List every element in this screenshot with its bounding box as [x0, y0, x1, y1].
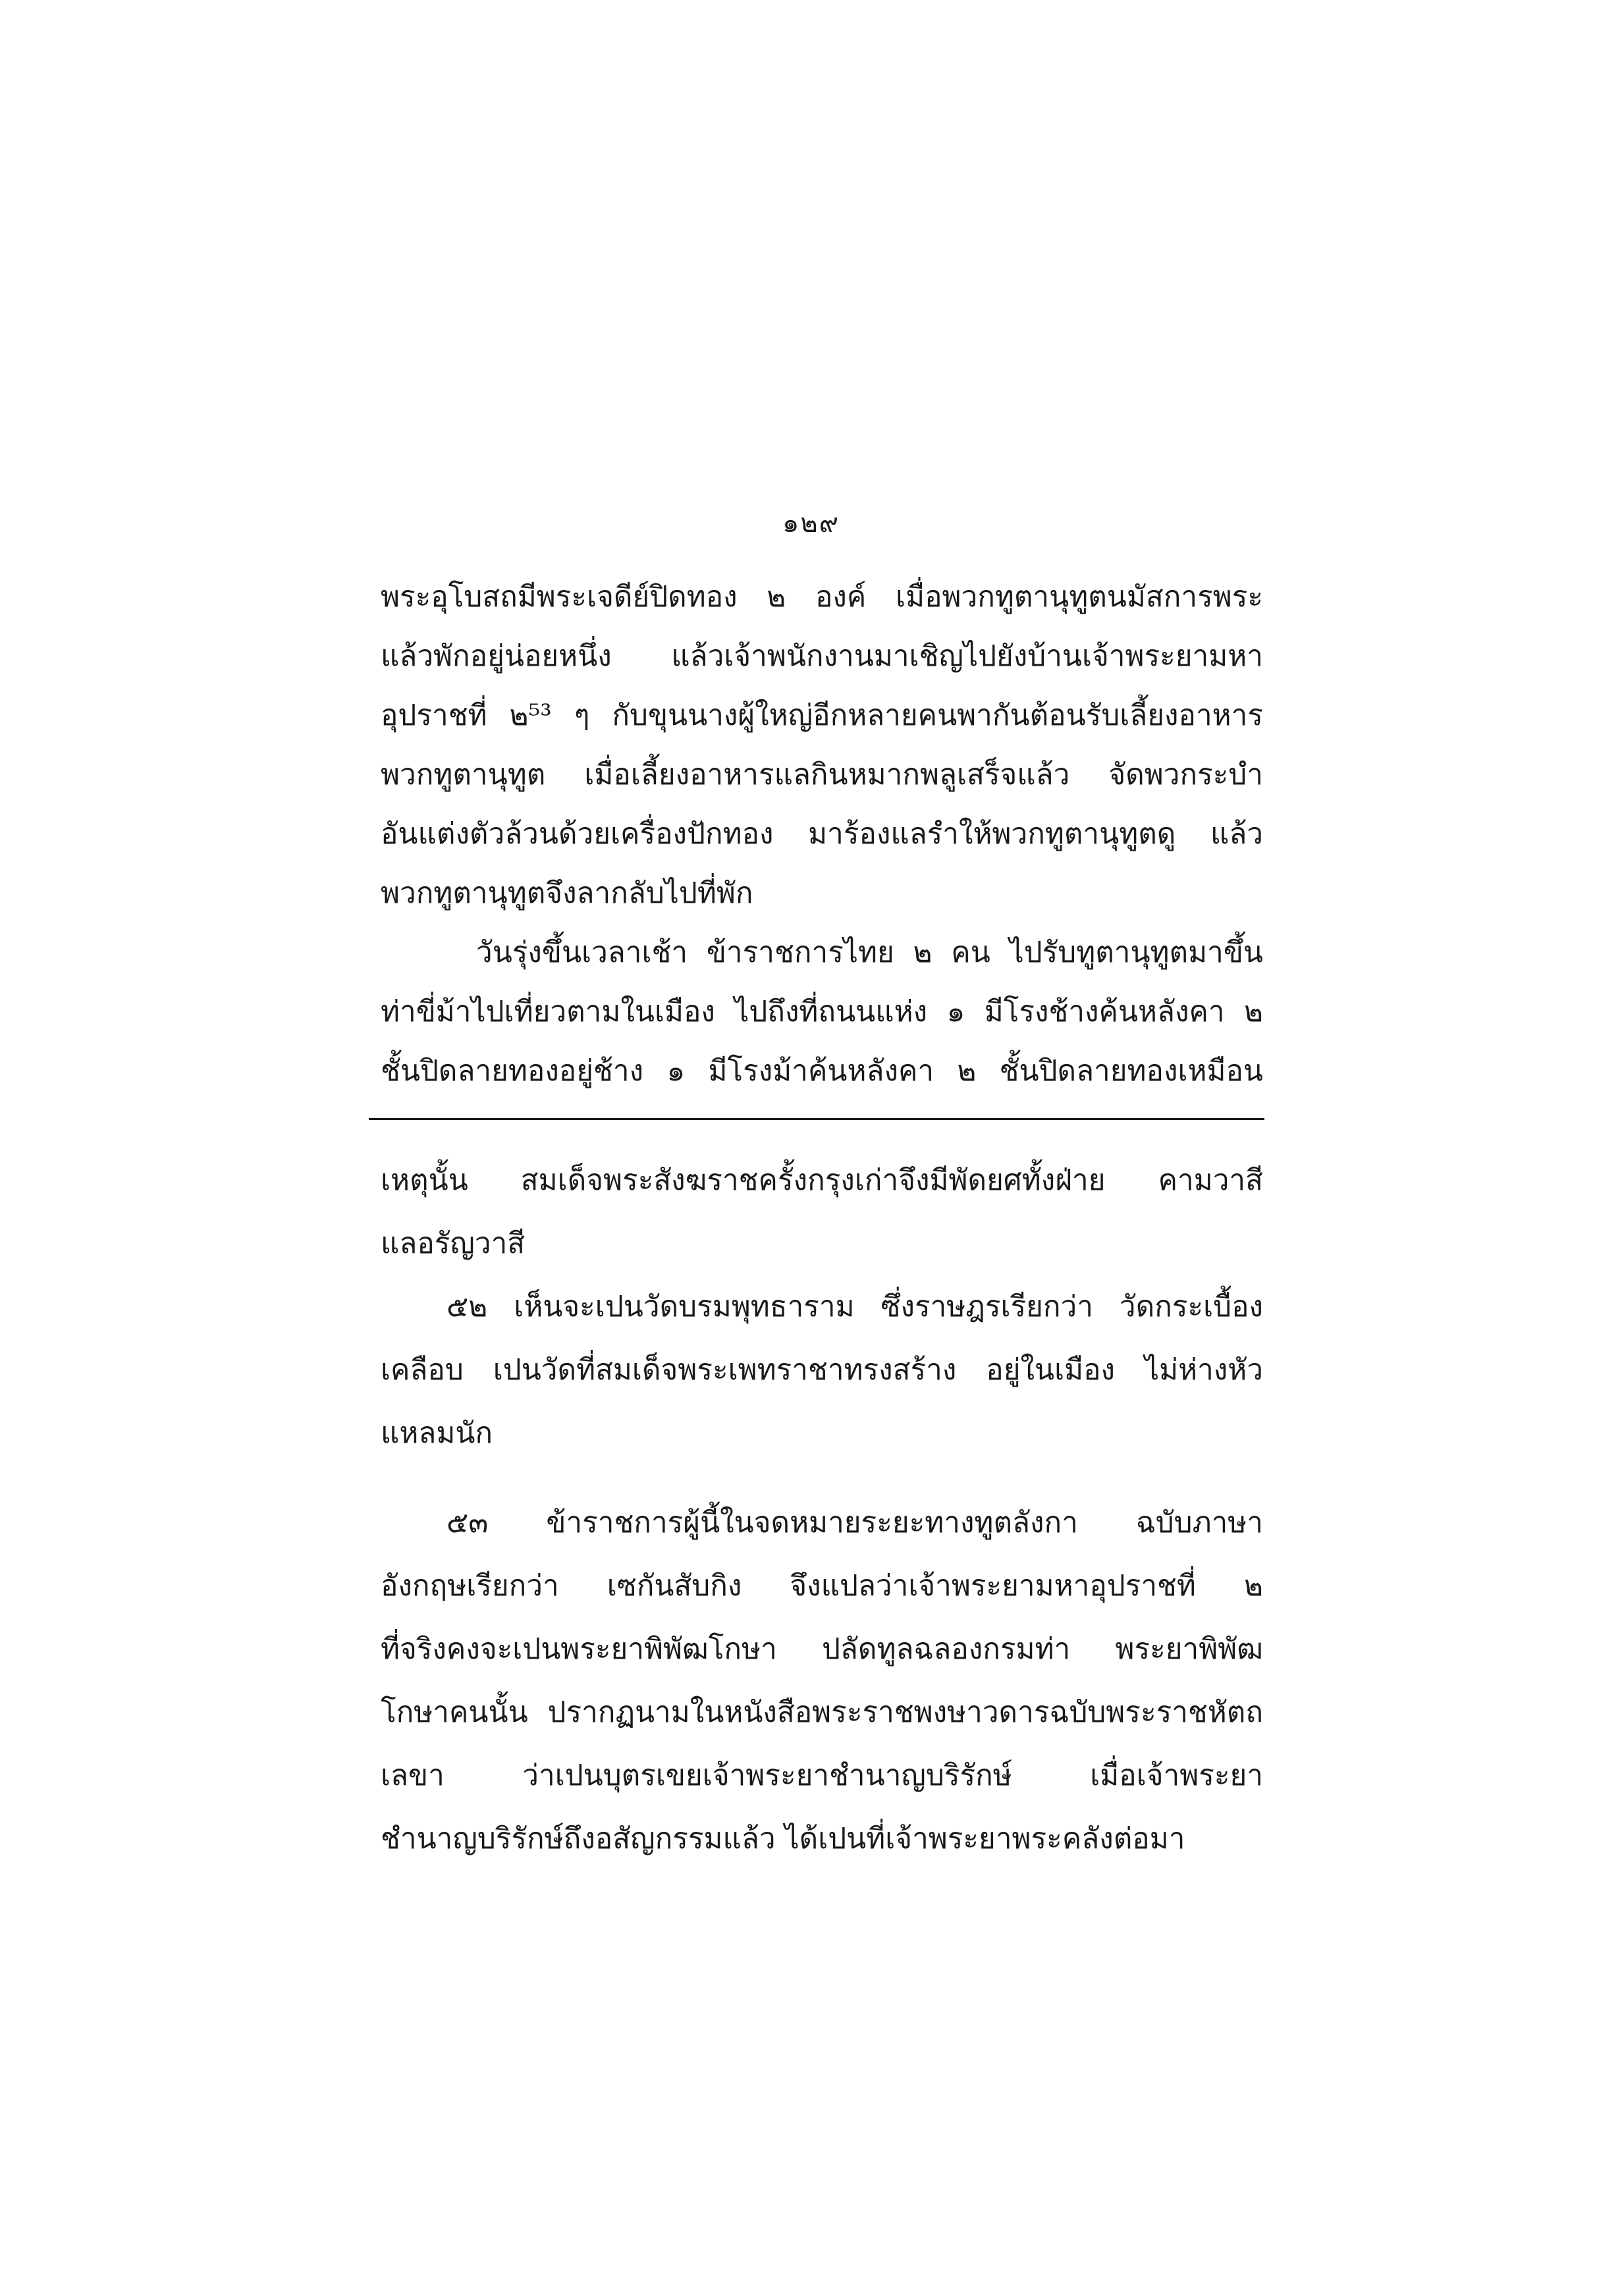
page-number: ๑๒๙: [782, 508, 840, 539]
footnotes: [381, 1149, 1263, 1871]
main-text-line: อันแต่งตัวล้วนด้วยเครื่องปักทอง มาร้องแลรำให้พวกทูตานุทูตดู แล้ว: [381, 817, 1263, 851]
footnote-line: อังกฤษเรียกว่า เซกันสับกิง จึงแปลว่าเจ้าพระยามหาอุปราชที่ ๒: [381, 1569, 1263, 1603]
footnote-line: โกษาคนนั้น ปรากฏนามในหนังสือพระราชพงษาวดารฉบับพระราชหัตถ: [381, 1695, 1263, 1729]
footnote-line: เหตุนั้น สมเด็จพระสังฆราชครั้งกรุงเก่าจึงมีพัดยศทั้งฝ่าย คามวาสี: [381, 1163, 1263, 1197]
footnote-line: ที่จริงคงจะเปนพระยาพิพัฒโกษา ปลัดทูลฉลองกรมท่า พระยาพิพัฒ: [381, 1632, 1263, 1666]
footnote-53: ๕๓ ข้าราชการผู้นี้ในจดหมายระยะทางทูตลังกา ฉบับภาษา: [446, 1506, 1263, 1539]
footnote-gap: [381, 1465, 1263, 1491]
footnote-line: ชำนาญบริรักษ์ถึงอสัญกรรมแล้ว ได้เปนที่เจ้าพระยาพระคลังต่อมา: [381, 1822, 1185, 1855]
footnote-line: เคลือบ เปนวัดที่สมเด็จพระเพทราชาทรงสร้าง อยู่ในเมือง ไม่ห่างหัว: [381, 1353, 1263, 1387]
main-text-line: ชั้นปิดลายทองอยู่ช้าง ๑ มีโรงม้าค้นหลังคา ๒ ชั้นปิดลายทองเหมือน: [381, 1054, 1263, 1088]
main-text-line: พระอุโบสถมีพระเจดีย์ปิดทอง ๒ องค์ เมื่อพวกทูตานุทูตนมัสการพระ: [381, 580, 1263, 614]
footnote-line: แลอรัญวาสี: [381, 1227, 526, 1260]
main-text-line: ท่าขี่ม้าไปเที่ยวตามในเมือง ไปถึงที่ถนนแห่ง ๑ มีโรงช้างค้นหลังคา ๒: [381, 995, 1263, 1028]
main-text-line: อุปราชที่ ๒⁵³ ๆ กับขุนนางผู้ใหญ่อีกหลายคนพากันต้อนรับเลี้ยงอาหาร: [381, 699, 1263, 732]
main-text-line: แล้วพักอยู่น่อยหนึ่ง แล้วเจ้าพนักงานมาเชิญไปยังบ้านเจ้าพระยามหา: [381, 639, 1263, 673]
main-text-line: พวกทูตานุทูต เมื่อเลี้ยงอาหารแลกินหมากพลูเสร็จแล้ว จัดพวกระบำ: [381, 758, 1263, 791]
main-text: [381, 568, 1263, 1101]
footnote-line: เลขา ว่าเปนบุตรเขยเจ้าพระยาชำนาญบริรักษ์ เมื่อเจ้าพระยา: [381, 1759, 1263, 1792]
main-text-line: พวกทูตานุทูตจึงลากลับไปที่พัก: [381, 876, 753, 910]
footnote-52: ๕๒ เห็นจะเปนวัดบรมพุทธาราม ซึ่งราษฎรเรียกว่า วัดกระเบื้อง: [446, 1290, 1263, 1323]
footnote-divider: [369, 1118, 1264, 1120]
footnote-line: แหลมนัก: [381, 1416, 493, 1450]
main-text-line: วันรุ่งขึ้นเวลาเช้า ข้าราชการไทย ๒ คน ไปรับทูตานุทูตมาขึ้น: [476, 936, 1263, 969]
